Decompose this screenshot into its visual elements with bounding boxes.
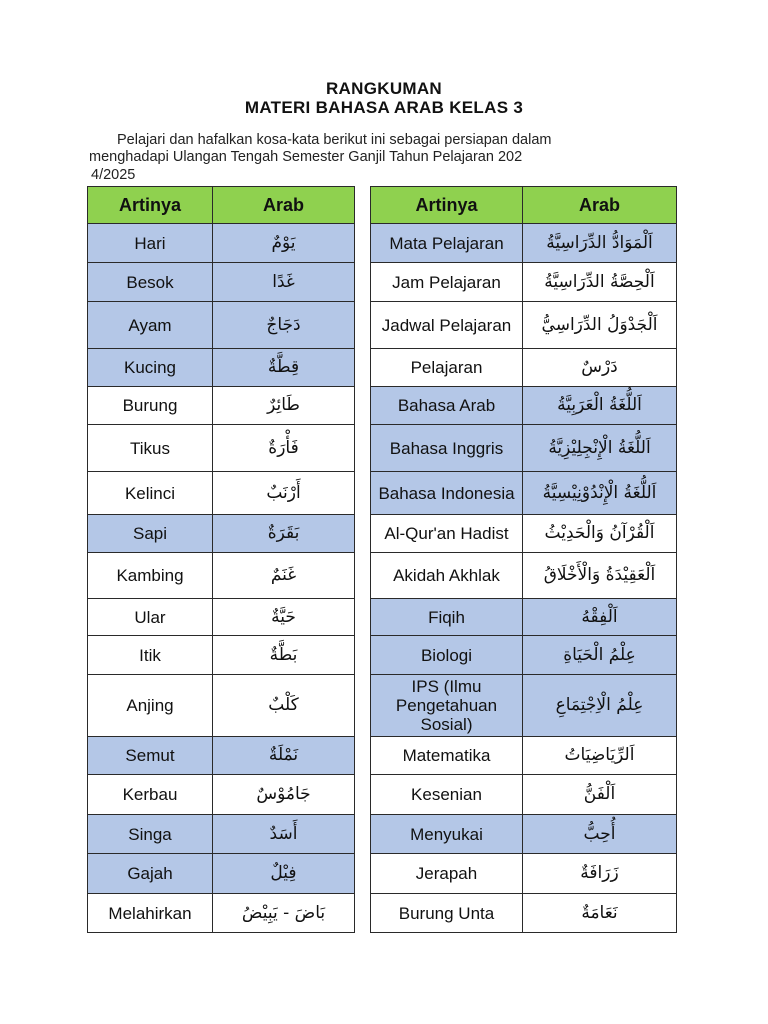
cell-artinya: Besok xyxy=(88,263,213,302)
table-row xyxy=(371,737,677,775)
table-header-row xyxy=(88,187,355,224)
cell-arab: اَللُّغَةُ الْإِنْجِلِيْزِيَّةُ xyxy=(523,425,677,472)
table-row xyxy=(371,553,677,599)
column-header-artinya: Artinya xyxy=(371,187,523,224)
table-row xyxy=(88,349,355,387)
cell-artinya: Akidah Akhlak xyxy=(371,553,523,599)
cell-artinya: Kelinci xyxy=(88,472,213,515)
cell-arab: كَلْبٌ xyxy=(213,675,355,737)
cell-artinya: Matematika xyxy=(371,737,523,775)
vocabulary-table-left xyxy=(87,186,355,933)
cell-arab: دَرْسٌ xyxy=(523,349,677,387)
table-row xyxy=(88,737,355,775)
cell-arab: اَللُّغَةُ الْعَرَبِيَّةُ xyxy=(523,387,677,425)
table-row xyxy=(88,387,355,425)
table-row xyxy=(371,425,677,472)
table-row xyxy=(88,515,355,553)
intro-text-line-3: 4/2025 xyxy=(91,167,136,183)
cell-arab: فِيْلٌ xyxy=(213,854,355,894)
table-row xyxy=(371,894,677,933)
cell-artinya: Burung Unta xyxy=(371,894,523,933)
cell-arab: نَعَامَةٌ xyxy=(523,894,677,933)
vocabulary-table-right xyxy=(370,186,677,933)
table-row xyxy=(371,349,677,387)
cell-arab: عِلْمُ الْاِجْتِمَاعِ xyxy=(523,675,677,737)
cell-arab: دَجَاجٌ xyxy=(213,302,355,349)
cell-artinya: Singa xyxy=(88,815,213,854)
cell-arab: اَلْفَنُّ xyxy=(523,775,677,815)
table-row xyxy=(371,675,677,737)
table-row xyxy=(88,263,355,302)
cell-arab: قِطَّةٌ xyxy=(213,349,355,387)
cell-arab: يَوْمٌ xyxy=(213,224,355,263)
cell-artinya: Jam Pelajaran xyxy=(371,263,523,302)
table-row xyxy=(88,894,355,933)
table-row xyxy=(88,636,355,675)
table-row xyxy=(371,472,677,515)
cell-arab: طَائِرٌ xyxy=(213,387,355,425)
cell-artinya: Bahasa Inggris xyxy=(371,425,523,472)
table-row xyxy=(88,675,355,737)
cell-artinya: Biologi xyxy=(371,636,523,675)
cell-artinya: Jadwal Pelajaran xyxy=(371,302,523,349)
table-row xyxy=(88,775,355,815)
cell-artinya: IPS (Ilmu Pengetahuan Sosial) xyxy=(371,675,523,737)
cell-artinya: Kerbau xyxy=(88,775,213,815)
cell-arab: حَيَّةٌ xyxy=(213,599,355,636)
table-row xyxy=(371,815,677,854)
table-row xyxy=(371,515,677,553)
cell-artinya: Bahasa Arab xyxy=(371,387,523,425)
cell-arab: اَلْمَوَادُّ الدِّرَاسِيَّةُ xyxy=(523,224,677,263)
table-row xyxy=(371,599,677,636)
table-row xyxy=(88,472,355,515)
cell-artinya: Menyukai xyxy=(371,815,523,854)
cell-artinya: Ular xyxy=(88,599,213,636)
cell-artinya: Anjing xyxy=(88,675,213,737)
cell-arab: أُحِبُّ xyxy=(523,815,677,854)
cell-artinya: Bahasa Indonesia xyxy=(371,472,523,515)
table-row xyxy=(88,425,355,472)
cell-artinya: Hari xyxy=(88,224,213,263)
table-row xyxy=(371,387,677,425)
cell-arab: بَاضَ - يَبِيْضُ xyxy=(213,894,355,933)
table-row xyxy=(88,302,355,349)
cell-artinya: Fiqih xyxy=(371,599,523,636)
intro-text-line-1: Pelajari dan hafalkan kosa-kata berikut ini sebagai persiapan dalam xyxy=(117,132,552,148)
cell-artinya: Jerapah xyxy=(371,854,523,894)
table-row xyxy=(371,224,677,263)
cell-arab: أَسَدٌ xyxy=(213,815,355,854)
cell-arab: اَلرِّيَاضِيَاتُ xyxy=(523,737,677,775)
table-row xyxy=(371,302,677,349)
cell-artinya: Pelajaran xyxy=(371,349,523,387)
cell-arab: بَقَرَةٌ xyxy=(213,515,355,553)
cell-artinya: Mata Pelajaran xyxy=(371,224,523,263)
table-header-row xyxy=(371,187,677,224)
cell-artinya: Semut xyxy=(88,737,213,775)
table-row xyxy=(88,599,355,636)
cell-arab: اَلْحِصَّةُ الدِّرَاسِيَّةُ xyxy=(523,263,677,302)
cell-arab: غَنَمٌ xyxy=(213,553,355,599)
cell-arab: غَدًا xyxy=(213,263,355,302)
intro-text-line-2: menghadapi Ulangan Tengah Semester Ganjil Tahun Pelajaran 202 xyxy=(89,149,523,165)
column-header-arab: Arab xyxy=(523,187,677,224)
cell-arab: اَلْفِقْهُ xyxy=(523,599,677,636)
cell-artinya: Kambing xyxy=(88,553,213,599)
table-row xyxy=(371,854,677,894)
table-row xyxy=(88,815,355,854)
cell-arab: اَلْجَدْوَلُ الدِّرَاسِيُّ xyxy=(523,302,677,349)
cell-artinya: Al-Qur'an Hadist xyxy=(371,515,523,553)
cell-artinya: Kesenian xyxy=(371,775,523,815)
cell-arab: عِلْمُ الْحَيَاةِ xyxy=(523,636,677,675)
column-header-artinya: Artinya xyxy=(88,187,213,224)
cell-arab: نَمْلَةٌ xyxy=(213,737,355,775)
cell-artinya: Gajah xyxy=(88,854,213,894)
table-row xyxy=(371,775,677,815)
cell-artinya: Kucing xyxy=(88,349,213,387)
cell-arab: فَأْرَةٌ xyxy=(213,425,355,472)
cell-artinya: Ayam xyxy=(88,302,213,349)
cell-artinya: Burung xyxy=(88,387,213,425)
cell-arab: بَطَّةٌ xyxy=(213,636,355,675)
cell-arab: زَرَافَةٌ xyxy=(523,854,677,894)
cell-artinya: Tikus xyxy=(88,425,213,472)
cell-arab: اَلْعَقِيْدَةُ وَالْأَخْلَاقُ xyxy=(523,553,677,599)
cell-arab: أَرْنَبٌ xyxy=(213,472,355,515)
cell-artinya: Itik xyxy=(88,636,213,675)
table-row xyxy=(88,224,355,263)
cell-arab: جَامُوْسٌ xyxy=(213,775,355,815)
document-subtitle: MATERI BAHASA ARAB KELAS 3 xyxy=(244,98,524,117)
cell-arab: اَللُّغَةُ الْإِنْدُوْنِيْسِيَّةُ xyxy=(523,472,677,515)
table-row xyxy=(88,553,355,599)
table-row xyxy=(371,263,677,302)
cell-arab: اَلْقُرْآنُ وَالْحَدِيْثُ xyxy=(523,515,677,553)
cell-artinya: Sapi xyxy=(88,515,213,553)
table-row xyxy=(88,854,355,894)
table-row xyxy=(371,636,677,675)
document-title: RANGKUMAN xyxy=(325,79,443,98)
column-header-arab: Arab xyxy=(213,187,355,224)
cell-artinya: Melahirkan xyxy=(88,894,213,933)
